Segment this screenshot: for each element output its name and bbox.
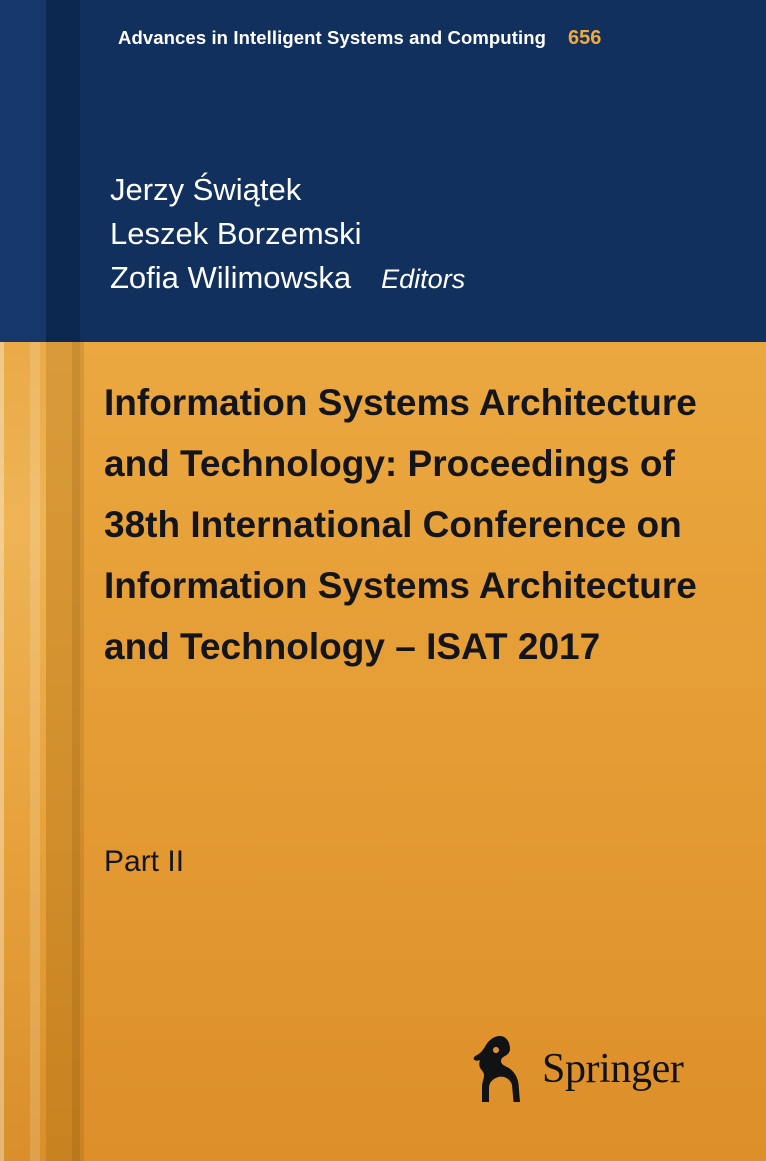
- book-subtitle: Part II: [104, 845, 185, 878]
- book-title: Information Systems Architecture and Technology: Proceedings of 38th International Conference on Information Systems Architecture and Technology – ISAT 2017: [104, 382, 697, 667]
- editors-role-label: Editors: [381, 264, 466, 294]
- publisher-logo: [470, 1030, 720, 1108]
- editor-name-1: Jerzy Świątek: [110, 172, 302, 207]
- series-volume-number: 656: [568, 26, 602, 49]
- editors-block-outer-strip: [0, 76, 46, 342]
- series-bar: [80, 0, 766, 76]
- editors-block-inner-strip: [46, 76, 80, 342]
- publisher-name: Springer: [542, 1046, 684, 1092]
- series-bar-inner-strip: [46, 0, 80, 76]
- editor-name-3-row: [110, 256, 465, 301]
- springer-horse-icon: [470, 1032, 532, 1106]
- series-name: Advances in Intelligent Systems and Computing: [118, 27, 547, 48]
- editor-name-2: Leszek Borzemski: [110, 216, 362, 251]
- editor-name-3: Zofia Wilimowska: [110, 260, 352, 295]
- series-bar-outer-strip: [0, 0, 46, 76]
- editors-list: [110, 168, 465, 301]
